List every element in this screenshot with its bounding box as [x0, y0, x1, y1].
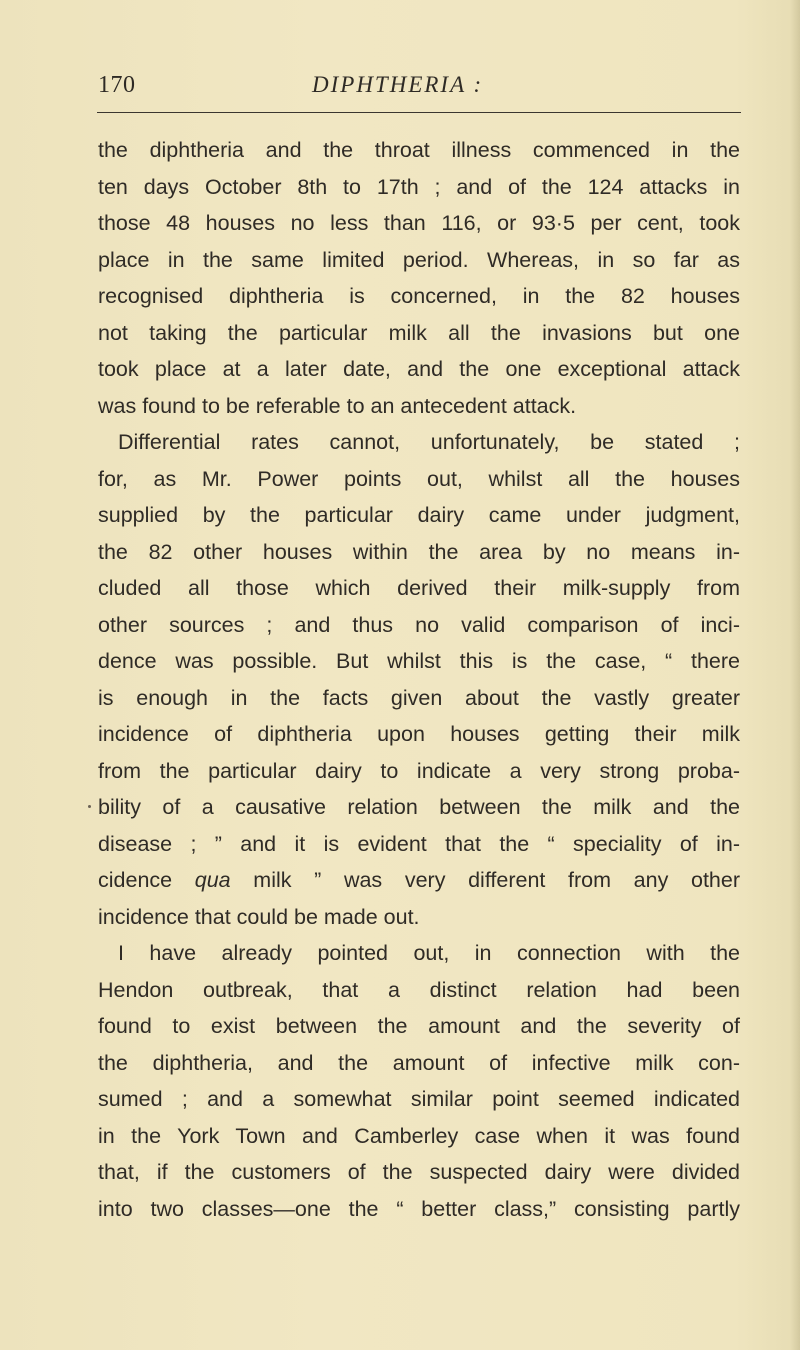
- running-title: DIPHTHERIA :: [312, 72, 484, 97]
- text-line: took place at a later date, and the one exceptional attack: [98, 357, 740, 381]
- text-line: not taking the particular milk all the invasions but one: [98, 320, 740, 345]
- text-line: [98, 789, 740, 826]
- text-line: cidence qua milk ” was very different from any other: [98, 868, 740, 892]
- text-line: Differential rates cannot, unfortunately, be stated ;: [118, 430, 740, 454]
- header-rule: [97, 112, 741, 113]
- text-line-content: bility of a causative relation between the milk and the: [98, 795, 740, 819]
- italic-word: qua: [194, 868, 231, 892]
- page-header: [98, 72, 743, 106]
- text-line: cluded all those which derived their milk-supply from: [98, 576, 740, 600]
- text-line: dence was possible. But whilst this is the case, “ there: [98, 649, 740, 673]
- text-line: is enough in the facts given about the vastly greater: [98, 685, 740, 710]
- text-line: from the particular dairy to indicate a very strong proba-: [98, 758, 740, 783]
- text-line: found to exist between the amount and the severity of: [98, 1014, 740, 1038]
- text-line: sumed ; and a somewhat similar point seemed indicated: [98, 1087, 740, 1111]
- text-line: ten days October 8th to 17th ; and of the 124 attacks in: [98, 174, 740, 199]
- text-line: that, if the customers of the suspected dairy were divided: [98, 1160, 740, 1184]
- text-line: incidence of diphtheria upon houses getting their milk: [98, 722, 740, 746]
- text-line: was found to be referable to an antecedent attack.: [98, 393, 577, 418]
- text-line: the diphtheria, and the amount of infective milk con-: [98, 1050, 740, 1075]
- body-text: [98, 132, 740, 1227]
- text-line: into two classes—one the “ better class,” consisting partly: [98, 1196, 740, 1221]
- text-line: in the York Town and Camberley case when it was found: [98, 1123, 740, 1148]
- text-line: incidence that could be made out.: [98, 904, 420, 929]
- text-line: the diphtheria and the throat illness commenced in the: [98, 138, 740, 162]
- text-line: other sources ; and thus no valid comparison of inci-: [98, 612, 740, 637]
- text-line: Hendon outbreak, that a distinct relation had been: [98, 977, 740, 1002]
- text-line: place in the same limited period. Whereas, in so far as: [98, 247, 740, 272]
- text-line: the 82 other houses within the area by no means in-: [98, 539, 740, 564]
- text-line: those 48 houses no less than 116, or 93·5 per cent, took: [98, 211, 740, 235]
- text-line: for, as Mr. Power points out, whilst all the houses: [98, 466, 740, 491]
- page-edge-shadow: [790, 0, 800, 1350]
- text-line: supplied by the particular dairy came under judgment,: [98, 503, 740, 527]
- text-line: disease ; ” and it is evident that the “ speciality of in-: [98, 831, 740, 856]
- text-line: I have already pointed out, in connection with the: [118, 941, 740, 965]
- text-line: recognised diphtheria is concerned, in the 82 houses: [98, 284, 740, 308]
- page-number: 170: [98, 72, 136, 98]
- margin-dot: [88, 805, 91, 808]
